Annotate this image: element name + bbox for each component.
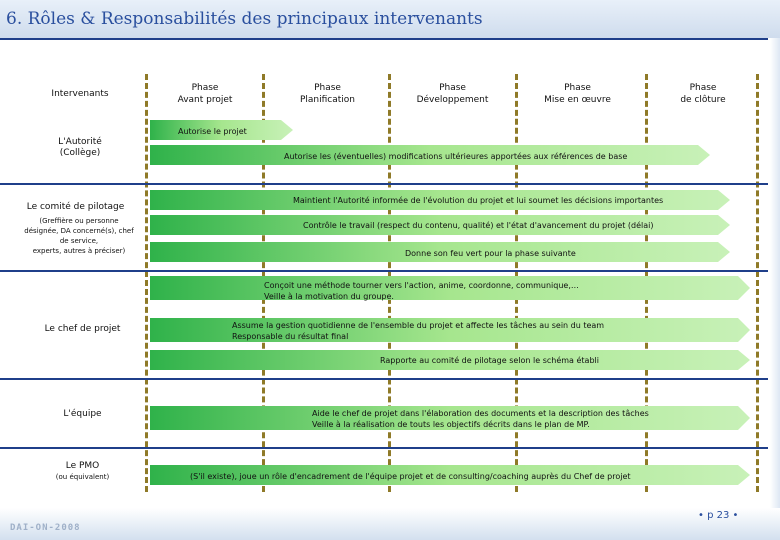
header-phase-name: de clôture xyxy=(680,95,726,105)
header-phase-name: Planification xyxy=(299,95,356,105)
action-text: Maintient l'Autorité informée de l'évolution du projet et lui soumet les décisions importantes xyxy=(293,196,664,205)
role-pmo: Le PMO xyxy=(65,461,100,471)
header-phase-label: Phase xyxy=(689,83,717,93)
row-separator xyxy=(0,183,768,185)
action-text: Donne son feu vert pour la phase suivante xyxy=(405,249,576,258)
role-pmo-detail: (ou équivalent) xyxy=(55,473,110,481)
footer-logo: DAI-ON-2008 xyxy=(10,523,81,533)
action-text: Autorise le projet xyxy=(178,127,247,136)
footer-band xyxy=(0,508,780,540)
right-band xyxy=(770,38,780,508)
header-phase-label: Phase xyxy=(439,83,466,93)
header-phase-planification xyxy=(285,82,370,106)
page-title: 6. Rôles & Responsabilités des principaux intervenants xyxy=(6,9,483,29)
header-phase-name: Avant projet xyxy=(177,95,233,105)
role-comite: Le comité de pilotage xyxy=(26,202,125,212)
action-text-line: Assume la gestion quotidienne de l'ensemble du projet et affecte les tâches au sein du team xyxy=(232,321,605,330)
role-detail-line: désignée, DA concerné(s), chef xyxy=(24,227,134,235)
row-separator xyxy=(0,378,768,380)
phase-separator xyxy=(756,74,759,492)
phase-separator xyxy=(145,74,148,492)
header-phase-label: Phase xyxy=(314,83,341,93)
action-text-line: Aide le chef de projet dans l'élaboration des documents et la description des tâches xyxy=(312,409,649,418)
action-text: Rapporte au comité de pilotage selon le schéma établi xyxy=(380,356,599,365)
header-phase-developpement xyxy=(405,82,500,106)
header-phase-label: Phase xyxy=(191,83,219,93)
role-comite-detail xyxy=(8,216,150,256)
role-equipe: L'équipe xyxy=(63,409,102,419)
title-underline xyxy=(0,38,768,40)
header-phase-name: Développement xyxy=(416,95,489,105)
header-phase-avant-projet xyxy=(165,82,245,106)
action-text-line: Veille à la motivation du groupe. xyxy=(264,292,394,301)
role-detail-line: de service, xyxy=(59,237,99,245)
role-detail-line: experts, autres à préciser) xyxy=(32,247,126,255)
action-text: Autorise les (éventuelles) modifications ultérieures apportées aux références de base xyxy=(284,152,628,161)
action-text-group xyxy=(264,280,579,302)
action-text-line: Conçoit une méthode tourner vers l'action, anime, coordonne, communique,… xyxy=(264,281,579,290)
action-text: Contrôle le travail (respect du contenu, qualité) et l'état d'avancement du projet (délai) xyxy=(303,221,654,230)
action-text: (S'il existe), joue un rôle d'encadrement de l'équipe projet et de consulting/coaching auprès du Chef de projet xyxy=(190,472,631,481)
page-number: • p 23 • xyxy=(698,510,739,521)
header-intervenants: Intervenants xyxy=(51,89,109,99)
header-phase-mise-en-oeuvre xyxy=(530,82,625,106)
role-detail: (Collège) xyxy=(59,148,101,158)
role-detail-line: (Greffière ou personne xyxy=(39,217,119,225)
action-text-group xyxy=(232,320,604,342)
row-separator xyxy=(0,270,768,272)
action-text-group xyxy=(312,408,649,430)
row-separator xyxy=(0,447,768,449)
header-phase-cloture xyxy=(668,82,738,106)
role-name: L'Autorité xyxy=(58,137,102,147)
role-chef-de-projet: Le chef de projet xyxy=(44,324,121,334)
action-text-line: Responsable du résultat final xyxy=(232,332,349,341)
header-phase-name: Mise en œuvre xyxy=(544,95,611,105)
role-autorite xyxy=(30,137,130,159)
header-phase-label: Phase xyxy=(564,83,591,93)
action-text-line: Veille à la réalisation de touts les objectifs décrits dans le plan de MP. xyxy=(312,420,590,429)
